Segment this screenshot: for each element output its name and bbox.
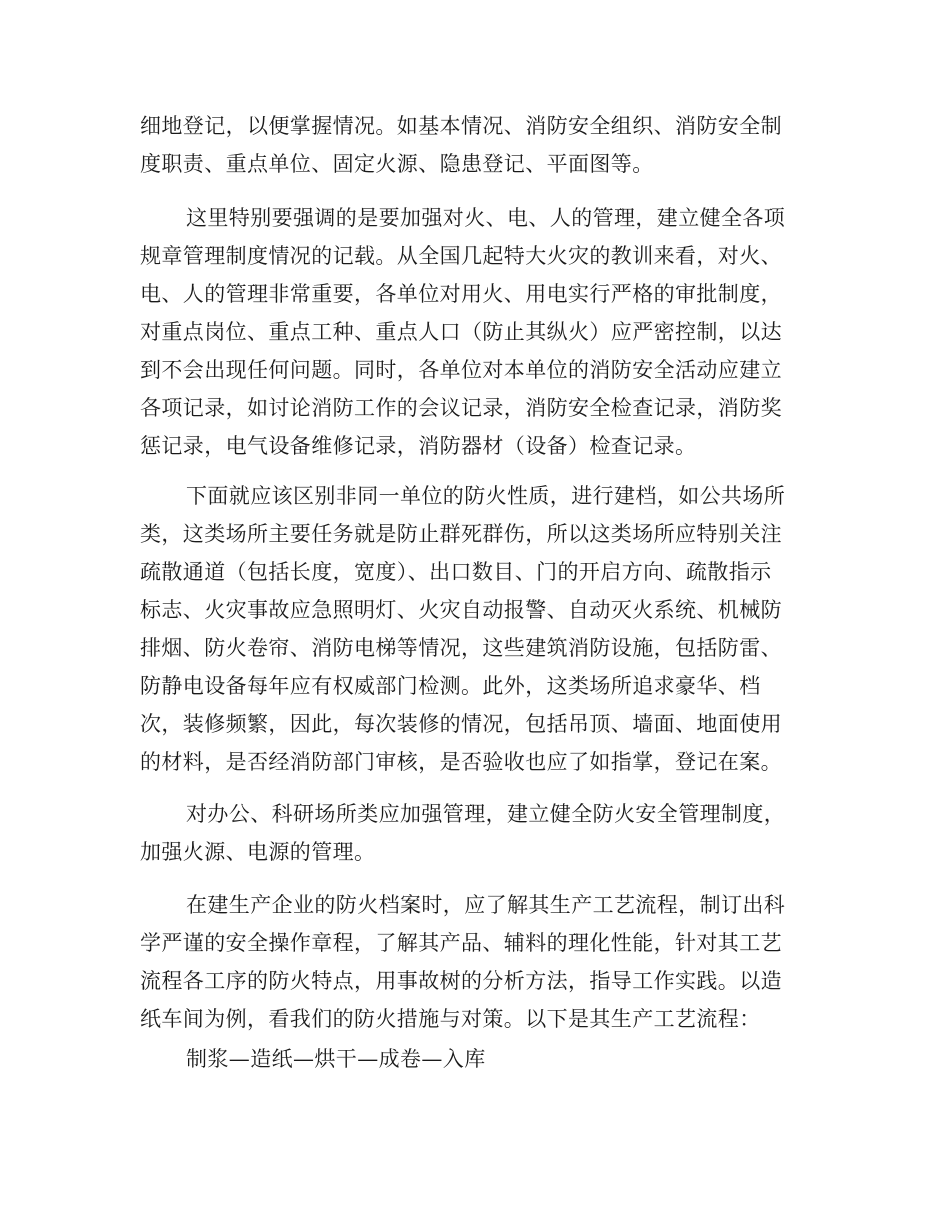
text-line: 到不会出现任何问题。同时，各单位对本单位的消防安全活动应建立 xyxy=(140,358,782,382)
text-line: 类，这类场所主要任务就是防止群死群伤，所以这类场所应特别关注 xyxy=(140,522,782,546)
text-line: 这里特别要强调的是要加强对火、电、人的管理，建立健全各项 xyxy=(186,206,786,230)
text-line: 电、人的管理非常重要，各单位对用火、用电实行严格的审批制度， xyxy=(140,282,782,306)
text-line: 度职责、重点单位、固定火源、隐患登记、平面图等。 xyxy=(140,152,654,176)
paragraph-office-research xyxy=(140,795,820,871)
paragraph-public-places xyxy=(140,477,820,781)
text-line: 疏散通道（包括长度，宽度）、出口数目、门的开启方向、疏散指示 xyxy=(140,560,772,584)
text-line: 流程各工序的防火特点，用事故树的分析方法，指导工作实践。以造 xyxy=(140,969,782,993)
process-flow-line: 制浆—造纸—烘干—成卷—入库 xyxy=(186,1047,486,1071)
text-line: 学严谨的安全操作章程，了解其产品、辅料的理化性能，针对其工艺 xyxy=(140,931,782,955)
text-line: 次，装修频繁，因此，每次装修的情况，包括吊顶、墙面、地面使用 xyxy=(140,712,782,736)
paragraph-process-flow xyxy=(140,1040,820,1078)
text-line: 纸车间为例，看我们的防火措施与对策。以下是其生产工艺流程： xyxy=(140,1007,761,1031)
text-line: 防静电设备每年应有权威部门检测。此外，这类场所追求豪华、档 xyxy=(140,674,761,698)
paragraph-production-enterprise xyxy=(140,886,820,1038)
text-line: 下面就应该区别非同一单位的防火性质，进行建档，如公共场所 xyxy=(186,484,786,508)
text-line: 加强火源、电源的管理。 xyxy=(140,840,376,864)
text-line: 标志、火灾事故应急照明灯、火灾自动报警、自动灭火系统、机械防 xyxy=(140,598,782,622)
text-line: 排烟、防火卷帘、消防电梯等情况，这些建筑消防设施，包括防雷、 xyxy=(140,636,782,660)
paragraph-registration xyxy=(140,107,820,183)
text-line: 各项记录，如讨论消防工作的会议记录，消防安全检查记录，消防奖 xyxy=(140,396,782,420)
text-line: 规章管理制度情况的记载。从全国几起特大火灾的教训来看，对火、 xyxy=(140,244,782,268)
paragraph-management-records xyxy=(140,199,820,465)
text-line: 对重点岗位、重点工种、重点人口（防止其纵火）应严密控制，以达 xyxy=(140,320,782,344)
text-line: 的材料，是否经消防部门审核，是否验收也应了如指掌，登记在案。 xyxy=(140,750,782,774)
text-line: 在建生产企业的防火档案时，应了解其生产工艺流程，制订出科 xyxy=(186,893,786,917)
text-line: 细地登记，以便掌握情况。如基本情况、消防安全组织、消防安全制 xyxy=(140,114,782,138)
text-line: 对办公、科研场所类应加强管理，建立健全防火安全管理制度， xyxy=(186,802,786,826)
text-line: 惩记录，电气设备维修记录，消防器材（设备）检查记录。 xyxy=(140,434,697,458)
